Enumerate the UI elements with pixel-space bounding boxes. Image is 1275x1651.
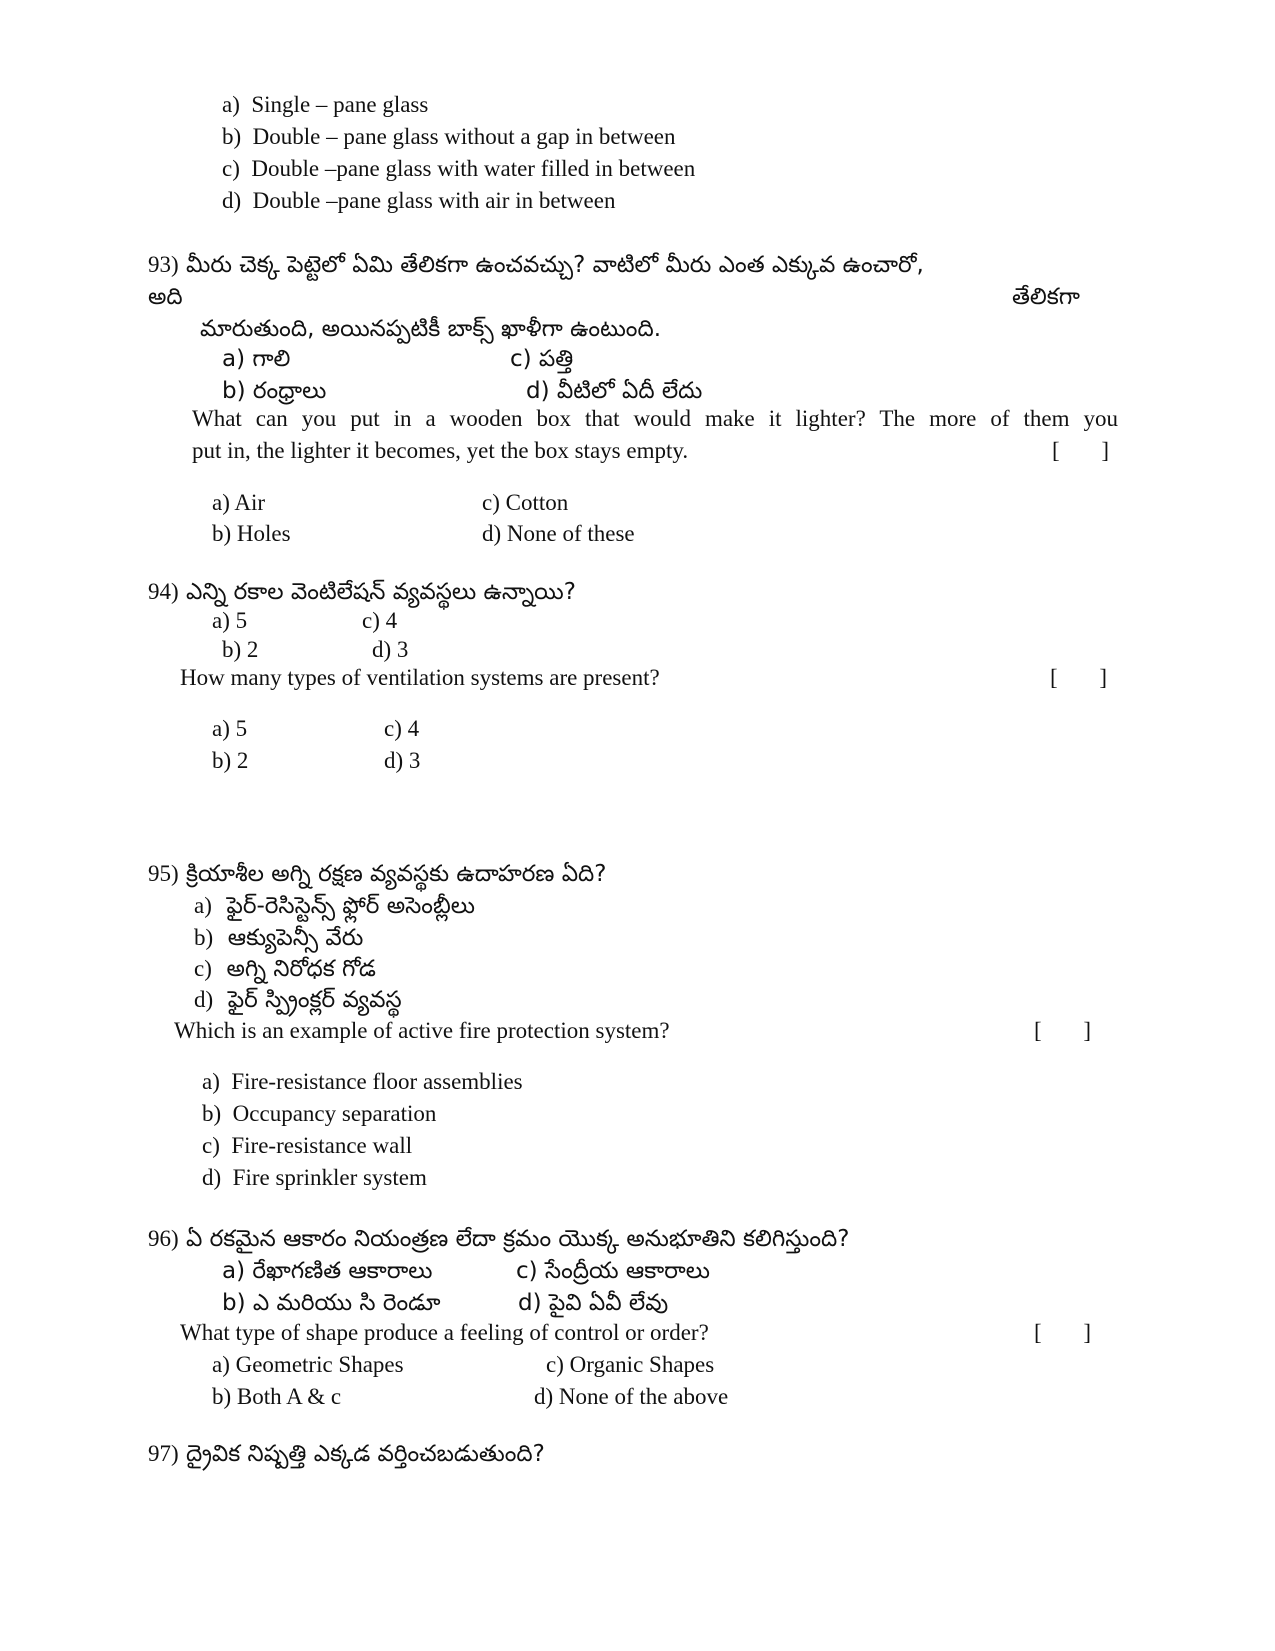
q96-en-option-a: a) Geometric Shapes <box>212 1352 404 1377</box>
q93-te-option-d: d) వీటిలో ఏదీ లేదు <box>526 378 703 404</box>
q95-en-option-b: b) Occupancy separation <box>202 1101 437 1126</box>
q92-option-a: a) Single – pane glass <box>222 92 429 117</box>
q94-te-option-c: c) 4 <box>362 608 398 633</box>
q96-te-option-d: d) పైవి ఏవీ లేవు <box>518 1290 669 1316</box>
q95-te-option-b: b) ఆక్యుపెన్సీ వేరు <box>194 925 364 951</box>
q93-te-question-line2-left: అది <box>148 284 183 310</box>
q93-en-question-line2: put in, the lighter it becomes, yet the box stays empty. <box>192 438 689 463</box>
q94-en-option-d: d) 3 <box>384 748 421 773</box>
q96-te-option-a: a) రేఖాగణిత ఆకారాలు <box>222 1258 433 1284</box>
q95-te-option-a: a) ఫైర్-రెసిస్టెన్స్ ఫ్లోర్ అసెంబ్లీలు <box>194 893 475 919</box>
q94-en-option-a: a) 5 <box>212 716 248 741</box>
q93-en-question-line1: What can you put in a wooden box that would make it lighter? The more of them you <box>192 406 1118 431</box>
q95-te-option-d: d) ఫైర్ స్ప్రింక్లర్ వ్యవస్థ <box>194 987 402 1013</box>
q95-en-option-d: d) Fire sprinkler system <box>202 1165 427 1190</box>
q92-option-c: c) Double –pane glass with water filled in between <box>222 156 696 181</box>
q93-te-option-b: b) రంధ్రాలు <box>222 378 327 404</box>
q96-te-question: 96) ఏ రకమైన ఆకారం నియంత్రణ లేదా క్రమం యొక్క అనుభూతిని కలిగిస్తుంది? <box>148 1226 850 1252</box>
q95-en-option-a: a) Fire-resistance floor assemblies <box>202 1069 523 1094</box>
q92-option-d: d) Double –pane glass with air in between <box>222 188 616 213</box>
q94-en-option-c: c) 4 <box>384 716 420 741</box>
q93-en-option-d: d) None of these <box>482 521 635 546</box>
q95-en-option-c: c) Fire-resistance wall <box>202 1133 413 1158</box>
q93-te-question-line3: మారుతుంది, అయినప్పటికీ బాక్స్ ఖాళీగా ఉంటుంది. <box>200 316 662 342</box>
q94-te-question: 94) ఎన్ని రకాల వెంటిలేషన్ వ్యవస్థలు ఉన్నాయి? <box>148 579 576 605</box>
q93-te-option-a: a) గాలి <box>222 346 291 372</box>
q93-en-option-b: b) Holes <box>212 521 291 546</box>
q96-en-question: What type of shape produce a feeling of control or order? <box>180 1320 709 1345</box>
q93-en-option-a: a) Air <box>212 490 266 515</box>
q94-en-question: How many types of ventilation systems are present? <box>180 665 660 690</box>
q96-answer-box[interactable]: [ ] <box>1034 1320 1110 1345</box>
q93-en-option-c: c) Cotton <box>482 490 569 515</box>
q95-answer-box[interactable]: [ ] <box>1034 1018 1110 1043</box>
q94-te-option-b: b) 2 <box>222 637 259 662</box>
q94-answer-box[interactable]: [ ] <box>1050 665 1126 690</box>
q96-en-option-d: d) None of the above <box>534 1384 729 1409</box>
q94-te-option-a: a) 5 <box>212 608 248 633</box>
q97-te-question: 97) ద్రైవిక నిష్పత్తి ఎక్కడ వర్తించబడుతుంది? <box>148 1441 545 1467</box>
q96-te-option-c: c) సేంద్రీయ ఆకారాలు <box>516 1258 710 1284</box>
q92-option-b: b) Double – pane glass without a gap in between <box>222 124 676 149</box>
q93-te-question-line1: 93) మీరు చెక్క పెట్టెలో ఏమి తేలికగా ఉంచవచ్చు? వాటిలో మీరు ఎంత ఎక్కువ ఉంచారో, <box>148 252 924 278</box>
q96-en-option-b: b) Both A & c <box>212 1384 342 1409</box>
q95-te-question: 95) క్రియాశీల అగ్ని రక్షణ వ్యవస్థకు ఉదాహరణ ఏది? <box>148 861 607 887</box>
q93-answer-box[interactable]: [ ] <box>1052 438 1128 463</box>
q95-en-question: Which is an example of active fire protection system? <box>174 1018 670 1043</box>
q95-te-option-c: c) అగ్ని నిరోధక గోడ <box>194 956 376 982</box>
q93-te-option-c: c) పత్తి <box>510 346 574 372</box>
q96-te-option-b: b) ఎ మరియు సి రెండూ <box>222 1290 441 1316</box>
q94-en-option-b: b) 2 <box>212 748 249 773</box>
q96-en-option-c: c) Organic Shapes <box>546 1352 715 1377</box>
q93-te-question-line2-right: తేలికగా <box>1012 284 1080 310</box>
q94-te-option-d: d) 3 <box>372 637 409 662</box>
